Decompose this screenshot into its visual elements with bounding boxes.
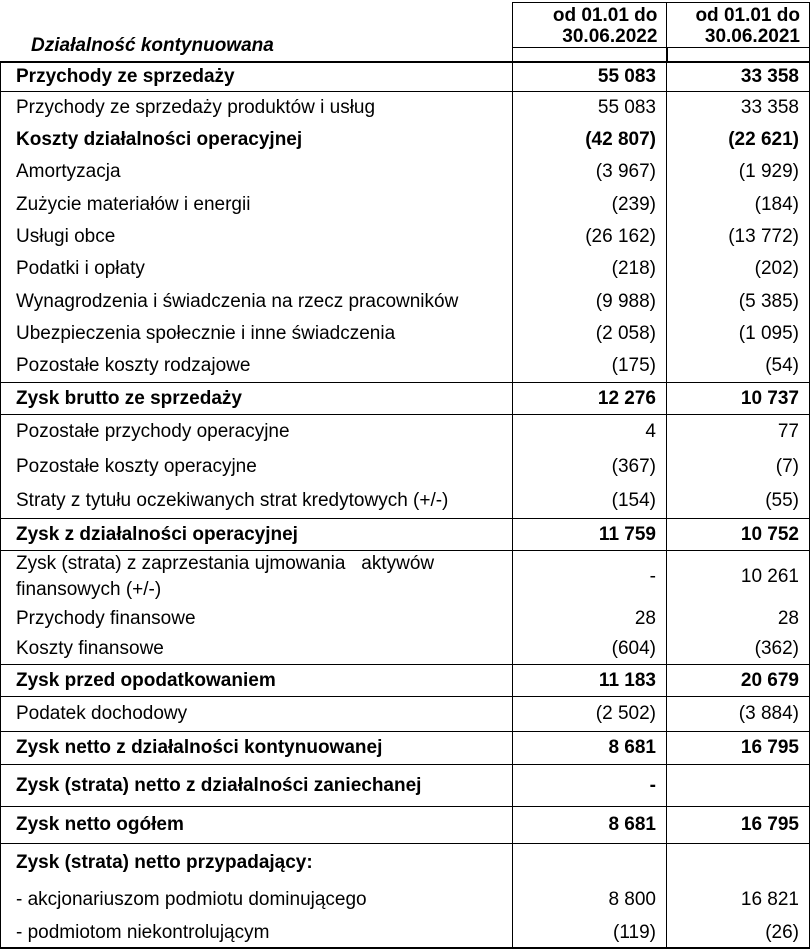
table-row xyxy=(1,92,809,124)
value-2022: (3 967) xyxy=(513,156,667,188)
table-row xyxy=(1,697,809,732)
value-2022: 55 083 xyxy=(513,63,667,91)
value-2022: (2 502) xyxy=(513,697,667,731)
table-row xyxy=(1,484,809,519)
row-label: Przychody finansowe xyxy=(1,603,513,634)
value-2021: 16 795 xyxy=(740,814,799,835)
value-2021: (5 385) xyxy=(738,290,799,312)
row-label: Straty z tytułu oczekiwanych strat kredytowych (+/-) xyxy=(1,484,513,518)
header-gap-divider-middle xyxy=(666,47,667,61)
row-label: Zysk netto ogółem xyxy=(1,807,513,843)
value-2022: (26 162) xyxy=(513,221,667,253)
row-label: Zysk (strata) netto z działalności zaniechanej xyxy=(1,765,513,806)
row-label: Zysk z działalności operacyjnej xyxy=(1,519,513,550)
value-2022: 4 xyxy=(513,415,667,449)
table-row xyxy=(1,285,809,318)
value-2022: (2 058) xyxy=(513,318,667,350)
value-2022: (154) xyxy=(513,484,667,518)
value-2021: (7) xyxy=(775,455,799,477)
table-row xyxy=(1,844,809,882)
value-2022: (218) xyxy=(513,253,667,285)
value-2022: 11 759 xyxy=(513,519,667,550)
value-2022: (367) xyxy=(513,449,667,484)
row-label: - akcjonariuszom podmiotu dominującego xyxy=(1,882,513,918)
table-row xyxy=(1,918,809,947)
table-row xyxy=(1,63,809,92)
table-row xyxy=(1,882,809,918)
table-row xyxy=(1,415,809,449)
column-header-2022-line2: 30.06.2022 xyxy=(562,26,658,47)
row-label: Ubezpieczenia społecznie i inne świadczenia xyxy=(1,318,513,350)
value-2022: (9 988) xyxy=(513,285,667,318)
value-2022: 28 xyxy=(513,603,667,634)
table-row xyxy=(1,350,809,383)
value-2022: 8 800 xyxy=(513,882,667,918)
value-2021: 28 xyxy=(777,607,799,629)
table-row xyxy=(1,124,809,156)
row-label: Pozostałe koszty operacyjne xyxy=(1,449,513,484)
value-2021: (3 884) xyxy=(738,703,799,724)
row-label: Pozostałe przychody operacyjne xyxy=(1,415,513,449)
table-row xyxy=(1,634,809,665)
table-row xyxy=(1,551,809,603)
value-2021: (13 772) xyxy=(728,226,799,247)
row-label: - podmiotom niekontrolującym xyxy=(1,918,513,947)
value-2022: 8 681 xyxy=(513,732,667,764)
column-header-2021-line1: od 01.01 do xyxy=(695,5,800,26)
value-2022: - xyxy=(513,765,667,806)
value-2021: (55) xyxy=(765,490,799,511)
row-label: Usługi obce xyxy=(1,221,513,253)
value-2021: (22 621) xyxy=(728,129,799,150)
value-2022: (239) xyxy=(513,188,667,221)
value-2021: (362) xyxy=(754,638,799,659)
value-2022: 55 083 xyxy=(513,92,667,124)
row-label: Podatki i opłaty xyxy=(1,253,513,285)
header-section-label: Działalność kontynuowana xyxy=(31,35,274,56)
value-2021: 77 xyxy=(777,421,799,442)
value-2021: 33 358 xyxy=(740,97,799,118)
value-2022: - xyxy=(513,551,667,603)
value-2022: (119) xyxy=(513,918,667,947)
table-row xyxy=(1,188,809,221)
value-2021: 16 821 xyxy=(740,889,799,910)
value-2021: 10 737 xyxy=(740,387,799,409)
row-label: Przychody ze sprzedaży produktów i usług xyxy=(1,92,513,124)
table-row xyxy=(1,156,809,188)
column-header-period-2022 xyxy=(512,2,667,48)
table-row xyxy=(1,807,809,844)
table-row xyxy=(1,221,809,253)
table-row xyxy=(1,519,809,551)
value-2021: 16 795 xyxy=(740,737,799,758)
row-label: Zysk (strata) z zaprzestania ujmowania aktywów finansowych (+/-) xyxy=(1,551,513,603)
value-2022: 11 183 xyxy=(513,665,667,696)
row-label: Amortyzacja xyxy=(1,156,513,188)
value-2021: (202) xyxy=(754,258,799,279)
table-row xyxy=(1,383,809,415)
column-header-period-2021 xyxy=(666,2,810,48)
table-row xyxy=(1,449,809,484)
value-2022: (42 807) xyxy=(513,124,667,156)
value-2021 xyxy=(667,844,809,882)
value-2021: 10 261 xyxy=(740,566,799,587)
row-label: Koszty działalności operacyjnej xyxy=(1,124,513,156)
value-2022: 12 276 xyxy=(513,383,667,414)
column-header-2022-line1: od 01.01 do xyxy=(552,5,658,26)
header-gap-divider-right xyxy=(809,47,810,61)
table-header xyxy=(0,0,812,61)
table-body xyxy=(0,61,810,949)
row-label: Zysk netto z działalności kontynuowanej xyxy=(1,732,513,764)
value-2022: (604) xyxy=(513,634,667,664)
row-label: Podatek dochodowy xyxy=(1,697,513,731)
value-2021: (26) xyxy=(765,921,799,943)
table-row xyxy=(1,318,809,350)
row-label: Przychody ze sprzedaży xyxy=(1,63,513,91)
value-2021: (54) xyxy=(765,355,799,376)
table-row xyxy=(1,665,809,697)
row-label: Zysk przed opodatkowaniem xyxy=(1,665,513,696)
value-2021: 20 679 xyxy=(740,669,799,691)
table-row xyxy=(1,765,809,807)
value-2021 xyxy=(667,765,809,806)
header-gap-divider-left xyxy=(512,47,513,61)
value-2021: (1 929) xyxy=(738,161,799,182)
row-label: Wynagrodzenia i świadczenia na rzecz pracowników xyxy=(1,285,513,318)
value-2021: 33 358 xyxy=(740,66,799,87)
row-label: Zużycie materiałów i energii xyxy=(1,188,513,221)
value-2021: 10 752 xyxy=(740,523,799,545)
row-label: Koszty finansowe xyxy=(1,634,513,664)
value-2022 xyxy=(513,844,667,882)
table-row xyxy=(1,732,809,765)
row-label: Zysk brutto ze sprzedaży xyxy=(1,383,513,414)
value-2022: (175) xyxy=(513,350,667,382)
row-label: Zysk (strata) netto przypadający: xyxy=(1,844,513,882)
table-row xyxy=(1,603,809,634)
value-2022: 8 681 xyxy=(513,807,667,843)
row-label: Pozostałe koszty rodzajowe xyxy=(1,350,513,382)
value-2021: (184) xyxy=(754,193,799,215)
column-header-2021-line2: 30.06.2021 xyxy=(704,26,800,47)
value-2021: (1 095) xyxy=(738,323,799,344)
table-row xyxy=(1,253,809,285)
